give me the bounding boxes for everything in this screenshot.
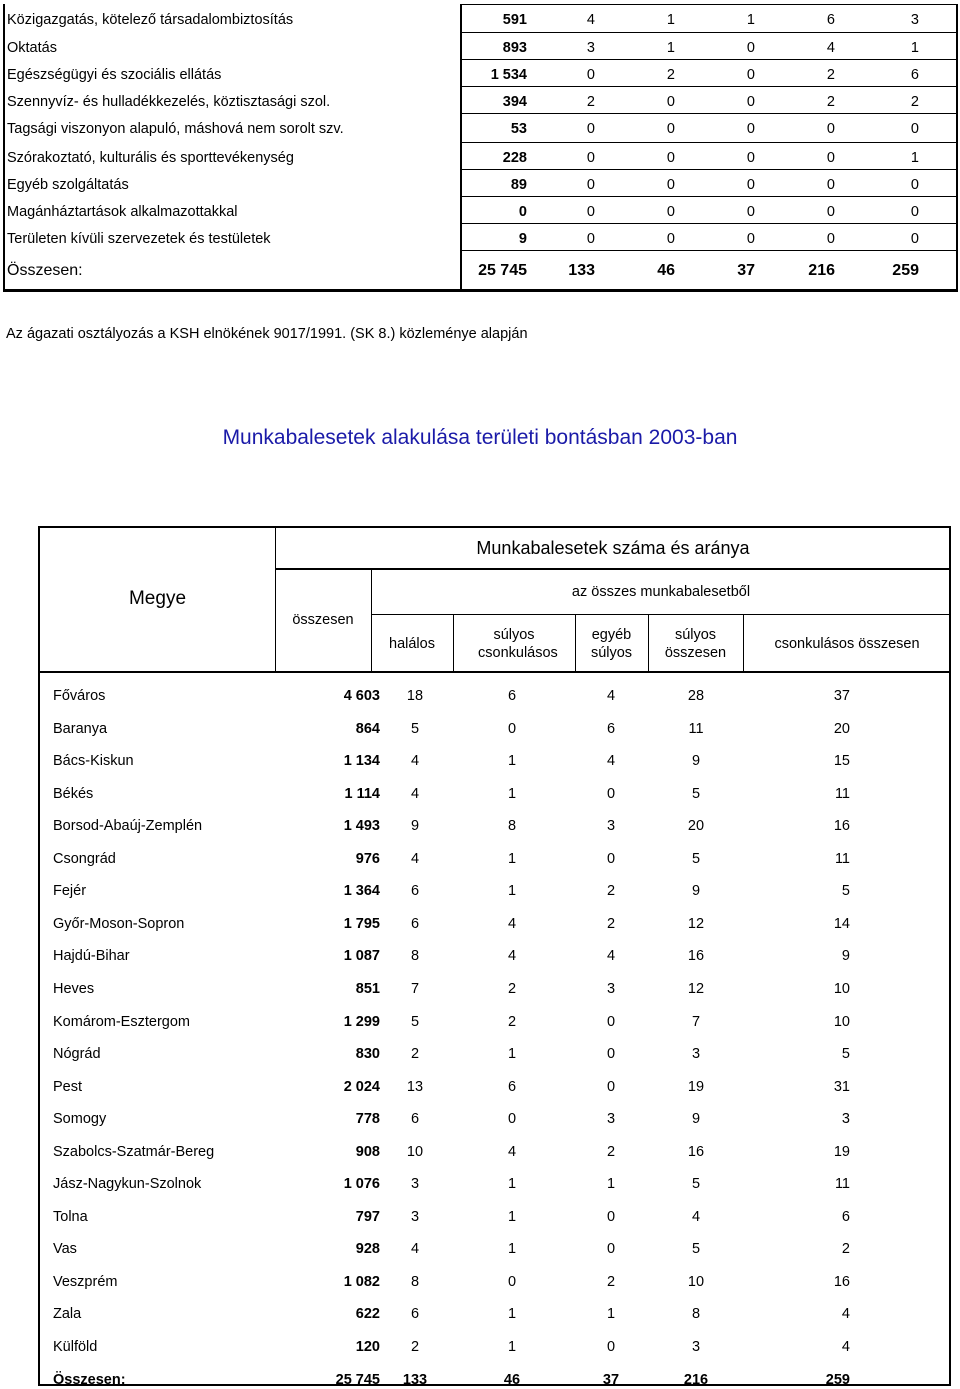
county-value: 19 bbox=[833, 1144, 850, 1160]
sector-value: 0 bbox=[586, 231, 595, 247]
county-total-label: Összesen: bbox=[53, 1372, 126, 1388]
county-value: 10 bbox=[833, 981, 850, 997]
county-value: 1 bbox=[507, 753, 517, 769]
county-value: 830 bbox=[355, 1046, 380, 1062]
sector-value: 0 bbox=[666, 150, 675, 166]
county-value: 1 bbox=[507, 851, 517, 867]
county-value: 4 bbox=[507, 916, 517, 932]
county-name: Veszprém bbox=[53, 1274, 118, 1290]
county-value: 6 bbox=[507, 1079, 517, 1095]
sector-value: 0 bbox=[746, 150, 755, 166]
county-name: Pest bbox=[53, 1079, 83, 1095]
county-total-value: 37 bbox=[602, 1372, 620, 1388]
county-value: 6 bbox=[507, 688, 517, 704]
sector-value: 893 bbox=[502, 40, 527, 56]
county-value: 3 bbox=[410, 1209, 420, 1225]
sector-total-value: 133 bbox=[568, 262, 595, 279]
row-divider bbox=[460, 196, 956, 197]
county-name: Jász-Nagykun-Szolnok bbox=[53, 1176, 202, 1192]
county-value: 2 bbox=[507, 981, 517, 997]
county-name: Külföld bbox=[53, 1339, 98, 1355]
header-county: Megye bbox=[128, 588, 187, 609]
county-value: 5 bbox=[410, 721, 420, 737]
county-value: 1 299 bbox=[343, 1014, 380, 1030]
county-value: 0 bbox=[507, 1274, 517, 1290]
sector-value: 1 bbox=[666, 40, 675, 56]
county-value: 0 bbox=[606, 1079, 616, 1095]
header-total: összesen bbox=[292, 612, 354, 628]
county-name: Komárom-Esztergom bbox=[53, 1014, 190, 1030]
county-value: 1 795 bbox=[343, 916, 380, 932]
county-name: Baranya bbox=[53, 721, 108, 737]
sector-value: 0 bbox=[666, 204, 675, 220]
county-value: 797 bbox=[355, 1209, 380, 1225]
county-value: 1 114 bbox=[344, 786, 380, 802]
county-value: 1 364 bbox=[343, 883, 380, 899]
county-value: 1 493 bbox=[343, 818, 380, 834]
county-value: 9 bbox=[410, 818, 420, 834]
sector-value: 1 bbox=[666, 12, 675, 28]
sector-value: 0 bbox=[586, 204, 595, 220]
county-value: 4 bbox=[841, 1339, 850, 1355]
county-value: 9 bbox=[841, 948, 850, 964]
sector-label: Egészségügyi és szociális ellátás bbox=[7, 67, 222, 83]
county-value: 4 bbox=[606, 688, 616, 704]
sector-value: 0 bbox=[666, 177, 675, 193]
county-value: 1 bbox=[507, 1306, 517, 1322]
header-group: Munkabalesetek száma és aránya bbox=[476, 538, 750, 558]
county-value: 3 bbox=[691, 1339, 701, 1355]
sector-value: 0 bbox=[746, 231, 755, 247]
sector-value: 6 bbox=[826, 12, 835, 28]
county-value: 1 bbox=[507, 1046, 517, 1062]
county-value: 31 bbox=[833, 1079, 850, 1095]
county-value: 7 bbox=[410, 981, 420, 997]
county-value: 4 bbox=[507, 948, 517, 964]
sector-value: 1 534 bbox=[490, 67, 527, 83]
county-name: Zala bbox=[53, 1306, 82, 1322]
sector-label: Magánháztartások alkalmazottakkal bbox=[7, 204, 238, 220]
county-value: 6 bbox=[410, 1306, 420, 1322]
sector-value: 0 bbox=[518, 204, 527, 220]
classification-note: Az ágazati osztályozás a KSH elnökének 9017/1991. (SK 8.) közleménye alapján bbox=[6, 326, 528, 342]
sector-value: 0 bbox=[586, 67, 595, 83]
county-value: 7 bbox=[691, 1014, 701, 1030]
county-table-title: Munkabalesetek alakulása területi bontásban 2003-ban bbox=[222, 426, 738, 449]
county-value: 2 bbox=[606, 916, 616, 932]
county-value: 5 bbox=[410, 1014, 420, 1030]
sector-value: 89 bbox=[510, 177, 527, 193]
sector-value: 0 bbox=[746, 204, 755, 220]
sector-value: 0 bbox=[586, 177, 595, 193]
county-value: 622 bbox=[355, 1306, 380, 1322]
county-value: 3 bbox=[841, 1111, 850, 1127]
county-value: 2 bbox=[410, 1339, 420, 1355]
county-value: 28 bbox=[687, 688, 705, 704]
county-value: 851 bbox=[355, 981, 380, 997]
header-serious-mutilating: súlyos csonkulásos bbox=[478, 627, 558, 661]
row-divider bbox=[460, 169, 956, 170]
county-name: Szabolcs-Szatmár-Bereg bbox=[53, 1144, 215, 1160]
sector-value: 0 bbox=[826, 177, 835, 193]
county-value: 3 bbox=[606, 1111, 616, 1127]
county-value: 9 bbox=[691, 1111, 701, 1127]
county-name: Vas bbox=[53, 1241, 77, 1257]
county-value: 2 bbox=[410, 1046, 420, 1062]
county-total-value: 46 bbox=[503, 1372, 521, 1388]
county-value: 0 bbox=[606, 851, 616, 867]
county-value: 4 bbox=[410, 851, 420, 867]
sector-value: 0 bbox=[910, 231, 919, 247]
county-name: Borsod-Abaúj-Zemplén bbox=[53, 818, 203, 834]
sector-value: 394 bbox=[502, 94, 527, 110]
county-name: Fejér bbox=[53, 883, 87, 899]
header-other-serious: egyéb súlyos bbox=[590, 627, 633, 661]
county-name: Nógrád bbox=[53, 1046, 101, 1062]
sector-value: 4 bbox=[586, 12, 595, 28]
sector-value: 1 bbox=[746, 12, 755, 28]
county-value: 120 bbox=[355, 1339, 380, 1355]
county-value: 11 bbox=[834, 1176, 850, 1192]
sector-value: 0 bbox=[746, 177, 755, 193]
county-value: 0 bbox=[606, 1014, 616, 1030]
county-value: 8 bbox=[507, 818, 517, 834]
sector-value: 0 bbox=[586, 121, 595, 137]
row-divider bbox=[460, 4, 956, 5]
county-value: 0 bbox=[507, 721, 517, 737]
header-subgroup: az összes munkabalesetből bbox=[571, 584, 751, 600]
sector-value: 0 bbox=[910, 121, 919, 137]
county-value: 5 bbox=[691, 786, 701, 802]
county-value: 3 bbox=[606, 818, 616, 834]
sector-value: 2 bbox=[826, 67, 835, 83]
county-value: 4 bbox=[841, 1306, 850, 1322]
county-value: 20 bbox=[833, 721, 850, 737]
county-value: 0 bbox=[606, 1209, 616, 1225]
county-value: 2 bbox=[507, 1014, 517, 1030]
county-value: 928 bbox=[355, 1241, 380, 1257]
county-value: 3 bbox=[691, 1046, 701, 1062]
county-total-value: 216 bbox=[683, 1372, 709, 1388]
county-value: 4 bbox=[606, 948, 616, 964]
row-divider bbox=[460, 32, 956, 33]
sector-value: 0 bbox=[910, 204, 919, 220]
county-value: 8 bbox=[691, 1306, 701, 1322]
county-value: 5 bbox=[841, 1046, 850, 1062]
county-value: 4 bbox=[691, 1209, 701, 1225]
header-mutilating-total: csonkulásos összesen bbox=[774, 636, 920, 652]
sector-value: 0 bbox=[666, 231, 675, 247]
sector-total-label: Összesen: bbox=[7, 262, 83, 279]
row-divider bbox=[460, 86, 956, 87]
county-value: 0 bbox=[606, 786, 616, 802]
sector-value: 6 bbox=[910, 67, 919, 83]
county-value: 1 bbox=[507, 1339, 517, 1355]
sector-table bbox=[3, 4, 958, 292]
sector-label: Szórakoztató, kulturális és sporttevékenység bbox=[7, 150, 294, 166]
county-value: 3 bbox=[606, 981, 616, 997]
county-value: 0 bbox=[606, 1339, 616, 1355]
county-value: 0 bbox=[507, 1111, 517, 1127]
county-value: 2 024 bbox=[343, 1079, 380, 1095]
county-value: 1 bbox=[606, 1176, 616, 1192]
sector-value: 1 bbox=[910, 40, 919, 56]
county-value: 16 bbox=[687, 1144, 705, 1160]
sector-value: 2 bbox=[586, 94, 595, 110]
county-value: 778 bbox=[355, 1111, 380, 1127]
county-value: 6 bbox=[410, 1111, 420, 1127]
sector-value: 3 bbox=[586, 40, 595, 56]
county-value: 16 bbox=[833, 1274, 850, 1290]
county-value: 37 bbox=[833, 688, 850, 704]
county-value: 10 bbox=[833, 1014, 850, 1030]
header-fatal: halálos bbox=[389, 636, 435, 652]
county-value: 12 bbox=[687, 981, 705, 997]
county-value: 19 bbox=[687, 1079, 705, 1095]
sector-label: Szennyvíz- és hulladékkezelés, köztisztasági szol. bbox=[7, 94, 331, 110]
county-value: 1 bbox=[507, 1241, 517, 1257]
sector-total-value: 25 745 bbox=[478, 262, 527, 279]
county-value: 4 603 bbox=[343, 688, 380, 704]
county-name: Tolna bbox=[53, 1209, 88, 1225]
sector-value: 3 bbox=[910, 12, 919, 28]
county-value: 1 bbox=[606, 1306, 616, 1322]
county-value: 1 076 bbox=[343, 1176, 380, 1192]
county-value: 6 bbox=[410, 883, 420, 899]
sector-total-value: 46 bbox=[657, 262, 675, 279]
sector-value: 53 bbox=[510, 121, 527, 137]
county-value: 1 087 bbox=[343, 948, 380, 964]
sector-value: 228 bbox=[502, 150, 527, 166]
sector-value: 0 bbox=[746, 94, 755, 110]
county-value: 3 bbox=[410, 1176, 420, 1192]
county-value: 5 bbox=[691, 1241, 701, 1257]
county-name: Főváros bbox=[53, 688, 106, 704]
sector-value: 0 bbox=[666, 121, 675, 137]
county-value: 6 bbox=[606, 721, 616, 737]
county-value: 4 bbox=[606, 753, 616, 769]
county-table bbox=[38, 526, 951, 1386]
county-value: 976 bbox=[355, 851, 380, 867]
county-name: Somogy bbox=[53, 1111, 107, 1127]
county-value: 15 bbox=[833, 753, 850, 769]
county-value: 2 bbox=[606, 1274, 616, 1290]
county-name: Békés bbox=[53, 786, 94, 802]
county-value: 1 bbox=[507, 883, 517, 899]
sector-value: 2 bbox=[826, 94, 835, 110]
county-value: 1 082 bbox=[343, 1274, 380, 1290]
county-value: 1 bbox=[507, 786, 517, 802]
county-value: 864 bbox=[355, 721, 380, 737]
row-divider bbox=[460, 250, 956, 251]
county-value: 908 bbox=[355, 1144, 380, 1160]
row-divider bbox=[460, 59, 956, 60]
county-value: 14 bbox=[833, 916, 850, 932]
county-value: 5 bbox=[691, 1176, 701, 1192]
sector-value: 2 bbox=[666, 67, 675, 83]
county-value: 1 bbox=[507, 1176, 517, 1192]
county-name: Bács-Kiskun bbox=[53, 753, 134, 769]
row-divider bbox=[460, 113, 956, 114]
sector-value: 591 bbox=[502, 12, 527, 28]
sector-total-value: 216 bbox=[808, 262, 835, 279]
county-value: 11 bbox=[688, 721, 704, 737]
sector-label: Közigazgatás, kötelező társadalombiztosítás bbox=[7, 12, 294, 28]
county-value: 9 bbox=[691, 883, 701, 899]
county-value: 4 bbox=[410, 786, 420, 802]
sector-value: 0 bbox=[746, 67, 755, 83]
county-value: 13 bbox=[406, 1079, 424, 1095]
sector-value: 9 bbox=[518, 231, 527, 247]
county-value: 10 bbox=[406, 1144, 424, 1160]
sector-total-value: 259 bbox=[892, 262, 919, 279]
sector-value: 0 bbox=[746, 121, 755, 137]
county-value: 16 bbox=[687, 948, 705, 964]
county-value: 9 bbox=[691, 753, 701, 769]
sector-total-value: 37 bbox=[737, 262, 755, 279]
county-value: 8 bbox=[410, 1274, 420, 1290]
sector-value: 2 bbox=[910, 94, 919, 110]
sector-value: 0 bbox=[826, 121, 835, 137]
county-value: 2 bbox=[841, 1241, 850, 1257]
row-divider bbox=[460, 223, 956, 224]
county-value: 4 bbox=[410, 753, 420, 769]
county-name: Heves bbox=[53, 981, 95, 997]
county-value: 1 134 bbox=[343, 753, 380, 769]
sector-value: 4 bbox=[826, 40, 835, 56]
header-serious-total: súlyos összesen bbox=[664, 627, 727, 661]
sector-value: 1 bbox=[910, 150, 919, 166]
county-name: Hajdú-Bihar bbox=[53, 948, 130, 964]
county-value: 11 bbox=[834, 786, 850, 802]
sector-label: Oktatás bbox=[7, 40, 57, 56]
county-total-value: 133 bbox=[402, 1372, 428, 1388]
sector-label: Területen kívüli szervezetek és testületek bbox=[7, 231, 271, 247]
sector-value: 0 bbox=[746, 40, 755, 56]
county-total-value: 259 bbox=[825, 1372, 850, 1388]
county-value: 6 bbox=[841, 1209, 850, 1225]
sector-label: Tagsági viszonyon alapuló, máshová nem sorolt szv. bbox=[7, 121, 344, 137]
sector-label: Egyéb szolgáltatás bbox=[7, 177, 129, 193]
county-name: Győr-Moson-Sopron bbox=[53, 916, 185, 932]
sector-value: 0 bbox=[826, 231, 835, 247]
county-value: 4 bbox=[410, 1241, 420, 1257]
sector-value: 0 bbox=[666, 94, 675, 110]
sector-value: 0 bbox=[826, 150, 835, 166]
county-value: 16 bbox=[833, 818, 850, 834]
sector-table-divider bbox=[460, 4, 462, 289]
county-value: 18 bbox=[406, 688, 424, 704]
county-value: 6 bbox=[410, 916, 420, 932]
county-value: 5 bbox=[841, 883, 850, 899]
sector-value: 0 bbox=[826, 204, 835, 220]
county-value: 0 bbox=[606, 1046, 616, 1062]
county-value: 1 bbox=[507, 1209, 517, 1225]
county-value: 12 bbox=[687, 916, 705, 932]
county-value: 2 bbox=[606, 1144, 616, 1160]
county-value: 4 bbox=[507, 1144, 517, 1160]
county-value: 8 bbox=[410, 948, 420, 964]
county-value: 0 bbox=[606, 1241, 616, 1257]
county-value: 10 bbox=[687, 1274, 705, 1290]
county-value: 11 bbox=[834, 851, 850, 867]
county-name: Csongrád bbox=[53, 851, 116, 867]
county-value: 5 bbox=[691, 851, 701, 867]
sector-value: 0 bbox=[910, 177, 919, 193]
county-total-value: 25 745 bbox=[335, 1372, 380, 1388]
county-value: 20 bbox=[687, 818, 705, 834]
sector-value: 0 bbox=[586, 150, 595, 166]
row-divider bbox=[460, 142, 956, 143]
county-value: 2 bbox=[606, 883, 616, 899]
